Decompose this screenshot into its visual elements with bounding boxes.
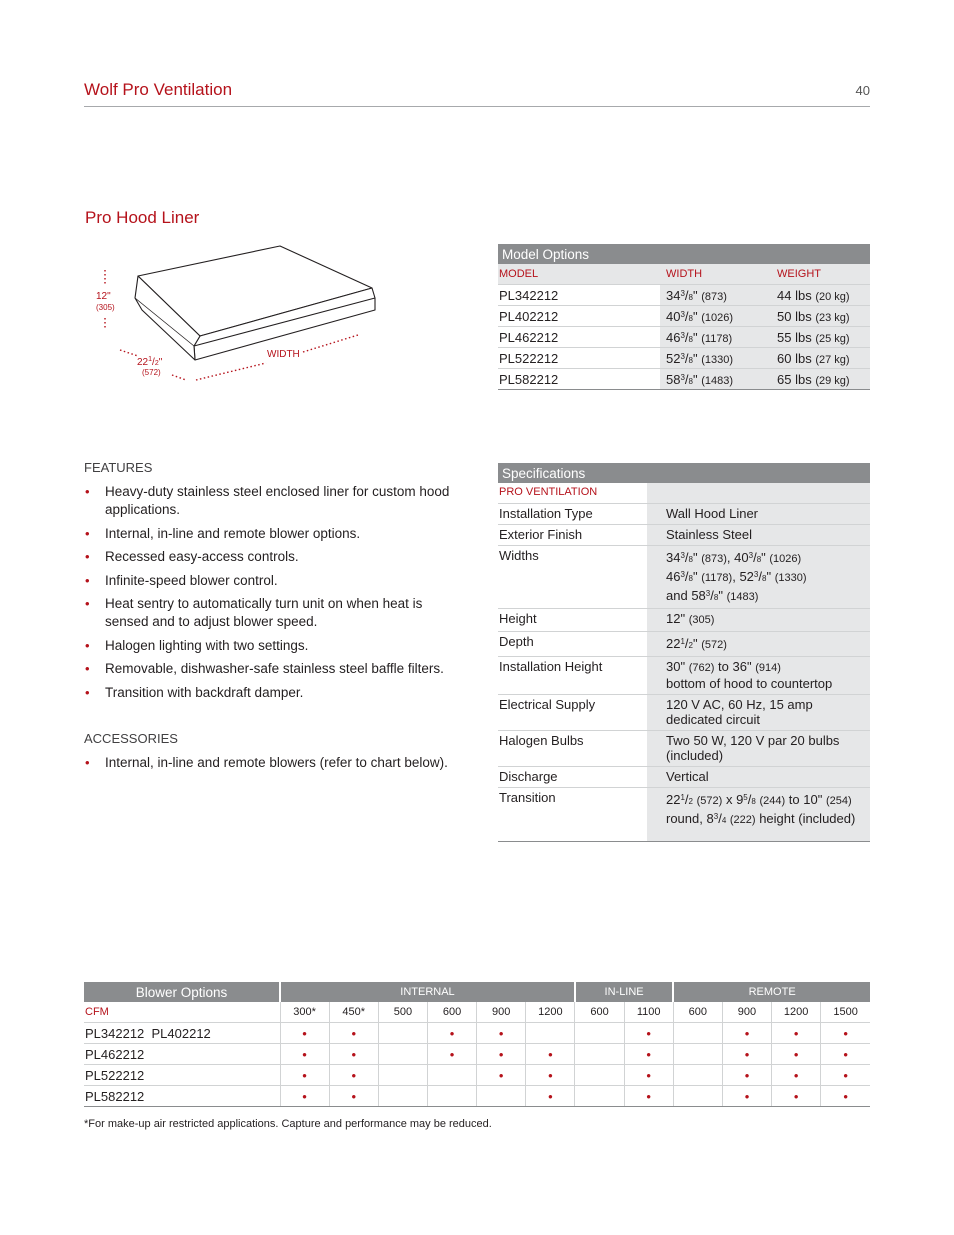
table-row: Widths $34^3/8$" (873), $40^3/8$" (1026) $46^3/8$" (1178), $52^3/8$" (1330) and $58^3/8$" (1483) bbox=[498, 546, 870, 609]
table-row: PL582212 • • • • • • • bbox=[84, 1086, 870, 1107]
bullet-icon: • bbox=[85, 755, 90, 770]
model-options-table bbox=[498, 244, 870, 390]
weight-cell: 55 lbs (25 kg) bbox=[771, 327, 870, 348]
empty-cell bbox=[673, 1023, 722, 1044]
accessories-heading: ACCESSORIES bbox=[84, 731, 178, 746]
availability-mark: • bbox=[280, 1065, 329, 1086]
cfm-value: 1200 bbox=[526, 1002, 575, 1023]
availability-mark: • bbox=[772, 1086, 821, 1107]
cfm-label: CFM bbox=[84, 1002, 280, 1023]
features-list bbox=[84, 483, 464, 707]
list-item: • Removable, dishwasher-safe stainless steel baffle filters. bbox=[85, 661, 444, 676]
table-row bbox=[498, 327, 870, 348]
empty-cell bbox=[427, 1065, 476, 1086]
availability-mark: • bbox=[821, 1086, 870, 1107]
bullet-icon: • bbox=[85, 484, 90, 499]
availability-mark: • bbox=[821, 1065, 870, 1086]
empty-cell bbox=[526, 1023, 575, 1044]
table-row: Exterior Finish Stainless Steel bbox=[498, 525, 870, 546]
table-row: Depth $22^1/2$" (572) bbox=[498, 632, 870, 657]
availability-mark: • bbox=[624, 1065, 673, 1086]
cfm-value: 500 bbox=[378, 1002, 427, 1023]
availability-mark: • bbox=[280, 1023, 329, 1044]
cfm-value: 600 bbox=[427, 1002, 476, 1023]
model-cell: PL582212 bbox=[498, 369, 660, 390]
cfm-value: 900 bbox=[722, 1002, 771, 1023]
list-item: • Infinite-speed blower control. bbox=[85, 572, 278, 588]
empty-cell bbox=[378, 1086, 427, 1107]
availability-mark: • bbox=[329, 1086, 378, 1107]
table-row: Height 12" (305) bbox=[498, 609, 870, 632]
bullet-icon: • bbox=[85, 684, 90, 700]
bullet-icon: • bbox=[85, 549, 90, 564]
weight-cell: 60 lbs (27 kg) bbox=[771, 348, 870, 369]
list-item: • Heavy-duty stainless steel enclosed liner for custom hood applications. bbox=[85, 484, 450, 517]
remote-group-header: REMOTE bbox=[673, 982, 870, 1002]
cfm-value: 1500 bbox=[821, 1002, 870, 1023]
hood-liner-diagram bbox=[90, 238, 390, 388]
blower-options-title: Blower Options bbox=[84, 982, 280, 1002]
depth-label: $22^1/2$" bbox=[137, 356, 163, 368]
table-row: PL522212 • • • • • • • • bbox=[84, 1065, 870, 1086]
list-item: • Transition with backdraft damper. bbox=[85, 684, 304, 700]
empty-cell bbox=[673, 1065, 722, 1086]
internal-group-header: INTERNAL bbox=[280, 982, 575, 1002]
availability-mark: • bbox=[329, 1044, 378, 1065]
availability-mark: • bbox=[772, 1023, 821, 1044]
availability-mark: • bbox=[624, 1086, 673, 1107]
cfm-value: 600 bbox=[673, 1002, 722, 1023]
empty-cell bbox=[378, 1023, 427, 1044]
table-row: Halogen Bulbs Two 50 W, 120 V par 20 bulbs (included) bbox=[498, 731, 870, 767]
height-label: 12" bbox=[96, 291, 111, 302]
width-cell: $52^3/8$" (1330) bbox=[660, 348, 771, 369]
section-title: Pro Hood Liner bbox=[85, 208, 200, 227]
availability-mark: • bbox=[526, 1086, 575, 1107]
availability-mark: • bbox=[280, 1044, 329, 1065]
specs-subhead: PRO VENTILATION bbox=[498, 483, 647, 504]
specifications-table bbox=[498, 463, 870, 842]
availability-mark: • bbox=[477, 1023, 526, 1044]
empty-cell bbox=[575, 1065, 624, 1086]
empty-cell bbox=[378, 1044, 427, 1065]
document-title: Wolf Pro Ventilation bbox=[84, 80, 233, 99]
model-header: MODEL bbox=[498, 264, 660, 285]
availability-mark: • bbox=[427, 1044, 476, 1065]
availability-mark: • bbox=[477, 1044, 526, 1065]
blower-options-table bbox=[84, 982, 870, 1107]
bullet-icon: • bbox=[85, 596, 90, 611]
bullet-icon: • bbox=[85, 661, 90, 676]
footnote: *For make-up air restricted applications. Capture and performance may be reduced. bbox=[84, 1118, 492, 1130]
model-cell: PL402212 bbox=[498, 306, 660, 327]
cfm-value: 600 bbox=[575, 1002, 624, 1023]
bullet-icon: • bbox=[85, 572, 90, 588]
empty-cell bbox=[673, 1086, 722, 1107]
accessories-list bbox=[84, 754, 474, 778]
specifications-title: Specifications bbox=[498, 463, 870, 483]
weight-cell: 65 lbs (29 kg) bbox=[771, 369, 870, 390]
cfm-value: 1100 bbox=[624, 1002, 673, 1023]
availability-mark: • bbox=[477, 1065, 526, 1086]
depth-mm: (572) bbox=[142, 368, 161, 377]
availability-mark: • bbox=[427, 1023, 476, 1044]
table-row: Transition $22^1/2$ (572) x $9^5/8$ (244) to 10" (254) round, $8^3/4$ (222) height (included) bbox=[498, 788, 870, 842]
header-divider bbox=[84, 106, 870, 107]
width-label: WIDTH bbox=[267, 349, 300, 360]
width-cell: $46^3/8$" (1178) bbox=[660, 327, 771, 348]
table-row: PL342212 PL402212 • • • • • • • • bbox=[84, 1023, 870, 1044]
features-heading: FEATURES bbox=[84, 460, 153, 475]
availability-mark: • bbox=[526, 1044, 575, 1065]
table-row: Electrical Supply 120 V AC, 60 Hz, 15 amp dedicated circuit bbox=[498, 695, 870, 731]
table-row: PL462212 • • • • • • • • • bbox=[84, 1044, 870, 1065]
model-cell: PL522212 bbox=[498, 348, 660, 369]
empty-cell bbox=[427, 1086, 476, 1107]
list-item: • Halogen lighting with two settings. bbox=[85, 637, 309, 653]
cfm-value: 450* bbox=[329, 1002, 378, 1023]
availability-mark: • bbox=[329, 1065, 378, 1086]
table-row: Installation Type Wall Hood Liner bbox=[498, 504, 870, 525]
model-cell: PL342212 bbox=[498, 285, 660, 306]
empty-cell bbox=[378, 1065, 427, 1086]
height-mm: (305) bbox=[96, 303, 115, 312]
table-row bbox=[498, 285, 870, 306]
cfm-value: 300* bbox=[280, 1002, 329, 1023]
cfm-row bbox=[84, 1002, 870, 1023]
availability-mark: • bbox=[722, 1086, 771, 1107]
availability-mark: • bbox=[624, 1044, 673, 1065]
list-item: • Internal, in-line and remote blowers (refer to chart below). bbox=[85, 755, 448, 770]
weight-cell: 44 lbs (20 kg) bbox=[771, 285, 870, 306]
list-item: • Heat sentry to automatically turn unit on when heat is sensed and to adjust blower speed. bbox=[85, 596, 423, 629]
bullet-icon: • bbox=[85, 525, 90, 541]
empty-cell bbox=[477, 1086, 526, 1107]
cfm-value: 900 bbox=[477, 1002, 526, 1023]
table-row bbox=[498, 306, 870, 327]
width-cell: $34^3/8$" (873) bbox=[660, 285, 771, 306]
list-item: • Internal, in-line and remote blower options. bbox=[85, 525, 361, 541]
availability-mark: • bbox=[722, 1044, 771, 1065]
weight-header: WEIGHT bbox=[771, 264, 870, 285]
availability-mark: • bbox=[280, 1086, 329, 1107]
empty-cell bbox=[673, 1044, 722, 1065]
weight-cell: 50 lbs (23 kg) bbox=[771, 306, 870, 327]
inline-group-header: IN-LINE bbox=[575, 982, 673, 1002]
availability-mark: • bbox=[772, 1065, 821, 1086]
page-number: 40 bbox=[855, 83, 870, 98]
availability-mark: • bbox=[821, 1044, 870, 1065]
table-row: Discharge Vertical bbox=[498, 767, 870, 788]
availability-mark: • bbox=[821, 1023, 870, 1044]
empty-cell bbox=[575, 1086, 624, 1107]
width-header: WIDTH bbox=[660, 264, 771, 285]
availability-mark: • bbox=[526, 1065, 575, 1086]
table-row bbox=[498, 369, 870, 390]
availability-mark: • bbox=[722, 1065, 771, 1086]
bullet-icon: • bbox=[85, 637, 90, 653]
availability-mark: • bbox=[772, 1044, 821, 1065]
availability-mark: • bbox=[329, 1023, 378, 1044]
empty-cell bbox=[575, 1023, 624, 1044]
model-options-title: Model Options bbox=[498, 244, 870, 264]
empty-cell bbox=[575, 1044, 624, 1065]
availability-mark: • bbox=[722, 1023, 771, 1044]
table-row: Installation Height 30" (762) to 36" (914) bottom of hood to countertop bbox=[498, 657, 870, 695]
cfm-value: 1200 bbox=[772, 1002, 821, 1023]
model-cell: PL462212 bbox=[498, 327, 660, 348]
availability-mark: • bbox=[624, 1023, 673, 1044]
list-item: • Recessed easy-access controls. bbox=[85, 549, 299, 564]
width-cell: $40^3/8$" (1026) bbox=[660, 306, 771, 327]
width-cell: $58^3/8$" (1483) bbox=[660, 369, 771, 390]
table-row bbox=[498, 348, 870, 369]
widths-value: $34^3/8$" (873), $40^3/8$" (1026) $46^3/8$" (1178), $52^3/8$" (1330) and $58^3/8$" (1483) bbox=[647, 546, 871, 609]
